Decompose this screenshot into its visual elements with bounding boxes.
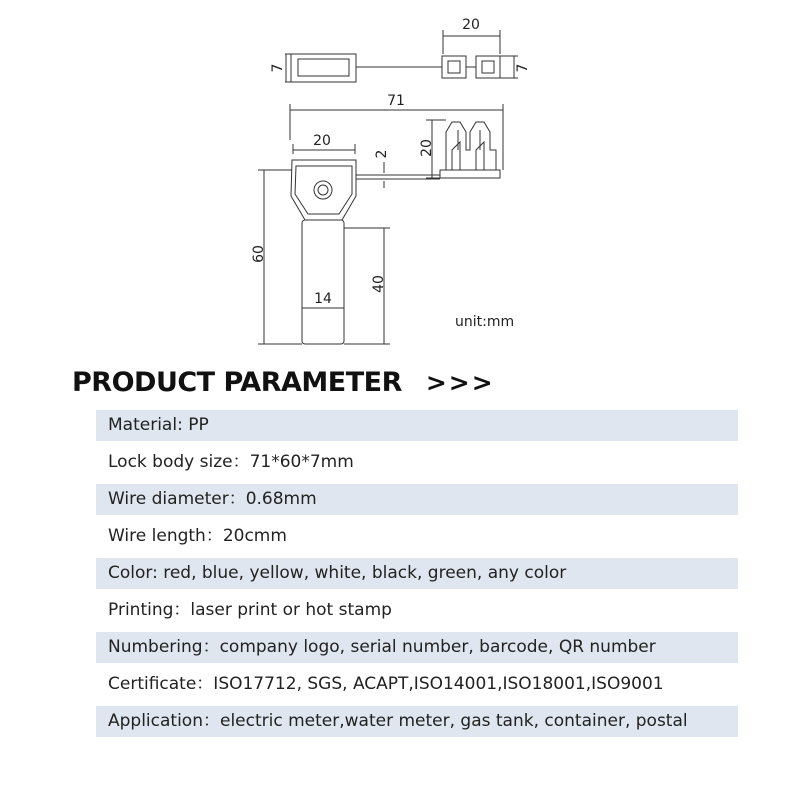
dim-head-height: 20 bbox=[419, 139, 435, 157]
parameter-list bbox=[96, 410, 738, 743]
top-head-left-inner bbox=[448, 61, 460, 73]
param-wire-diameter: Wire diameter：0.68mm bbox=[96, 484, 738, 515]
param-lock-body-size: Lock body size：71*60*7mm bbox=[108, 452, 354, 472]
dim-top-width: 20 bbox=[462, 17, 480, 33]
top-body-inner bbox=[298, 59, 349, 76]
head-base bbox=[440, 170, 500, 178]
tail-outline bbox=[302, 220, 344, 344]
dim-tail-height: 40 bbox=[371, 275, 387, 293]
dim-overall-height: 60 bbox=[251, 245, 267, 263]
param-certificate: Certificate：ISO17712, SGS, ACAPT,ISO14001,ISO18001,ISO9001 bbox=[108, 674, 664, 694]
dim-top-height-left: 7 bbox=[270, 63, 286, 73]
seal-dimension-drawing bbox=[0, 0, 800, 360]
top-head-right-inner bbox=[482, 61, 494, 73]
param-color: Color: red, blue, yellow, white, black, green, any color bbox=[96, 558, 738, 589]
section-header bbox=[72, 360, 495, 404]
param-application: Application：electric meter,water meter, gas tank, container, postal bbox=[96, 706, 738, 737]
param-printing: Printing：laser print or hot stamp bbox=[108, 600, 392, 620]
dim-tail-width: 14 bbox=[314, 291, 332, 307]
lock-hole bbox=[314, 181, 332, 199]
param-material: Material: PP bbox=[96, 410, 738, 441]
chevrons-icon: >>> bbox=[425, 367, 495, 397]
param-numbering: Numbering：company logo, serial number, barcode, QR number bbox=[96, 632, 738, 663]
top-body-outline bbox=[291, 54, 356, 82]
top-head-right bbox=[476, 56, 500, 78]
dim-top-height-right: 7 bbox=[515, 63, 531, 73]
technical-drawing bbox=[0, 0, 800, 360]
head-teeth bbox=[446, 122, 496, 170]
param-wire-length: Wire length：20cmm bbox=[108, 526, 287, 546]
section-title: PRODUCT PARAMETER bbox=[72, 366, 402, 398]
dim-overall-width: 71 bbox=[387, 93, 405, 109]
unit-label: unit:mm bbox=[455, 314, 515, 330]
lock-body-outline bbox=[291, 160, 356, 220]
dim-wire-thickness: 2 bbox=[374, 149, 390, 159]
dim-body-width: 20 bbox=[313, 133, 331, 149]
top-head-left bbox=[442, 56, 466, 78]
